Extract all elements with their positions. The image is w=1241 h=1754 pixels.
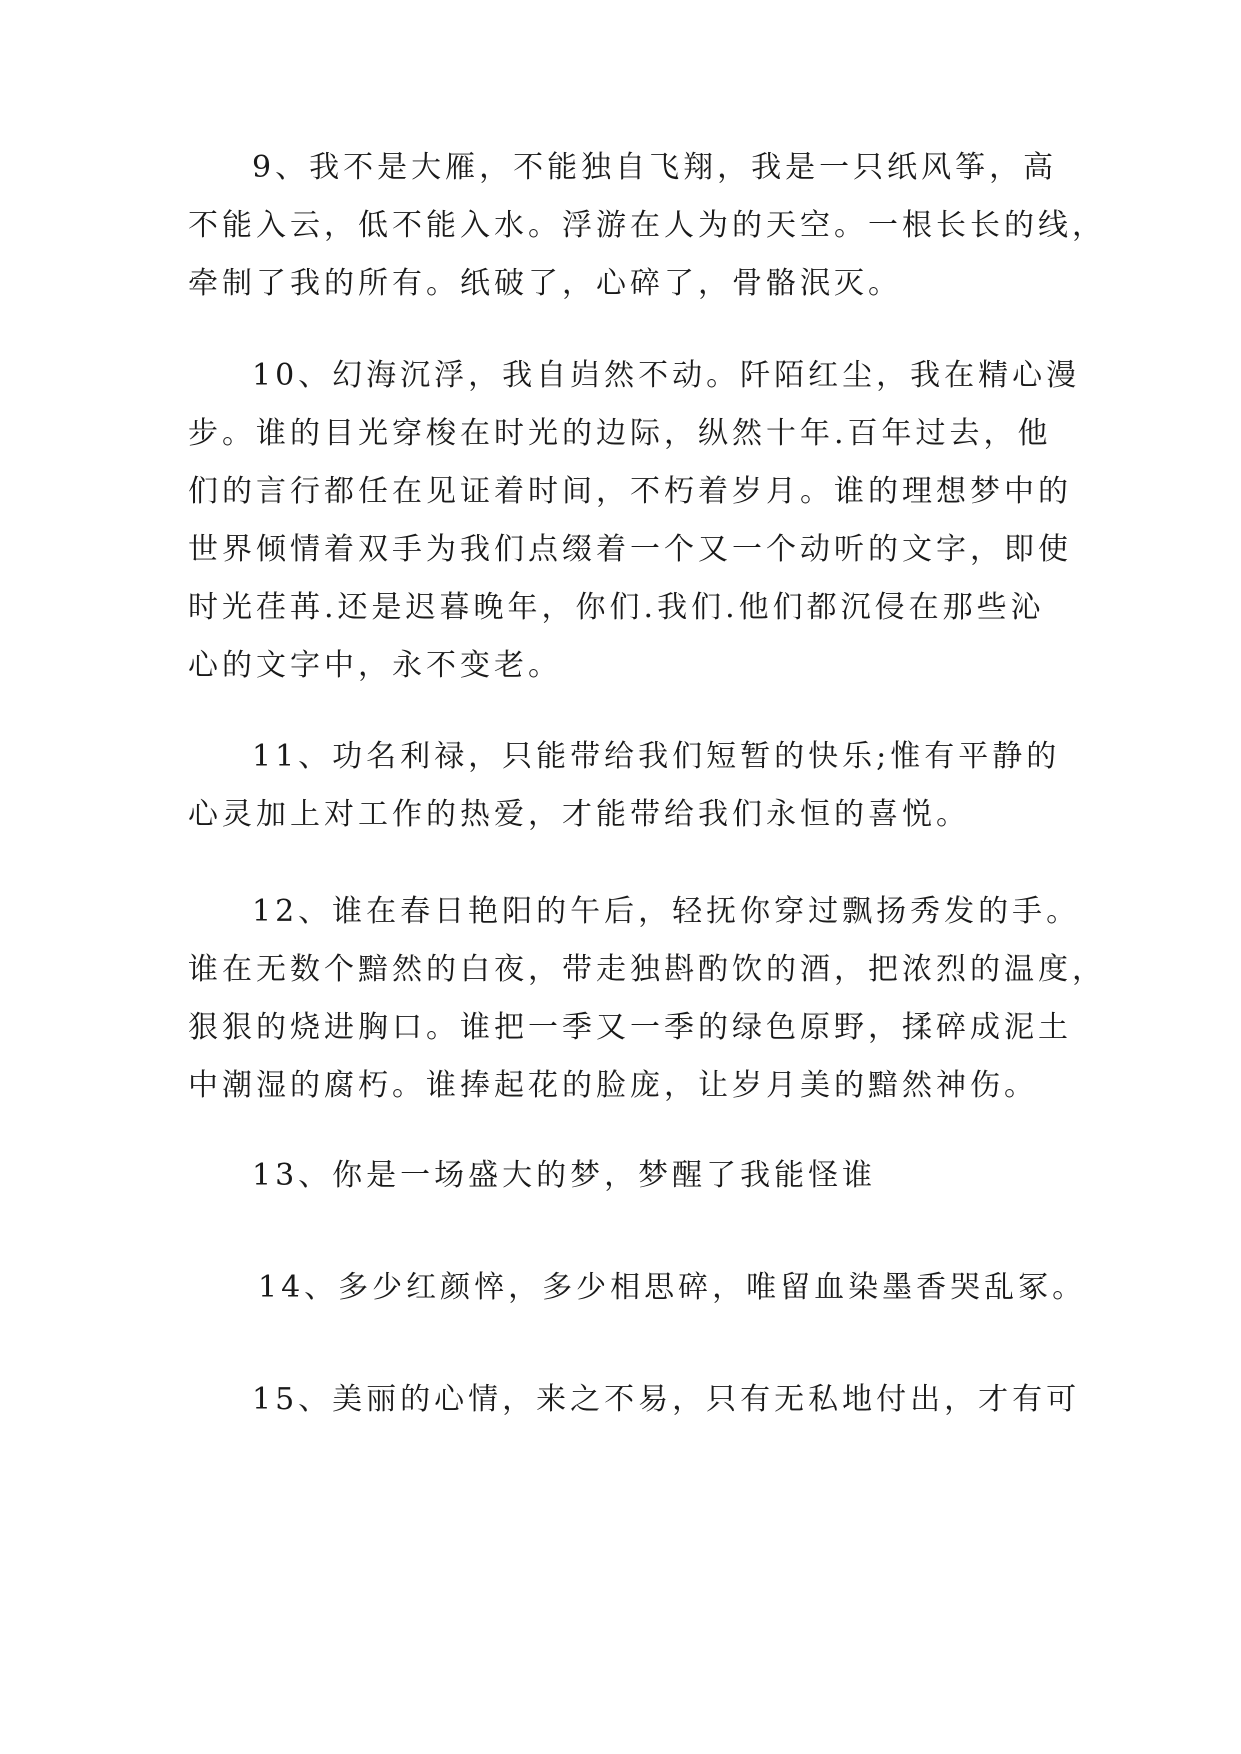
paragraph-line: 牵制了我的所有。纸破了，心碎了，骨骼泯灭。 xyxy=(188,266,902,301)
paragraph-line: 12、谁在春日艳阳的午后，轻抚你穿过飘扬秀发的手。 xyxy=(252,894,1081,929)
paragraph-10 xyxy=(188,347,1081,695)
paragraph-11 xyxy=(188,728,1068,844)
paragraph-line: 15、美丽的心情，来之不易，只有无私地付出，才有可 xyxy=(252,1382,1081,1417)
paragraph-13 xyxy=(188,1147,1068,1205)
paragraph-14 xyxy=(188,1259,1087,1317)
paragraph-line: 不能入云，低不能入水。浮游在人为的天空。一根长长的线， xyxy=(188,208,1106,243)
paragraph-line: 13、你是一场盛大的梦，梦醒了我能怪谁 xyxy=(252,1158,877,1193)
paragraph-15 xyxy=(188,1371,1081,1429)
paragraph-line: 狠狠的烧进胸口。谁把一季又一季的绿色原野，揉碎成泥土 xyxy=(188,1010,1072,1045)
paragraph-line: 谁在无数个黯然的白夜，带走独斟酌饮的酒，把浓烈的温度， xyxy=(188,952,1106,987)
paragraph-line: 中潮湿的腐朽。谁捧起花的脸庞，让岁月美的黯然神伤。 xyxy=(188,1068,1038,1103)
paragraph-line: 10、幻海沉浮，我自岿然不动。阡陌红尘，我在精心漫 xyxy=(252,358,1081,393)
paragraph-line: 们的言行都任在见证着时间，不朽着岁月。谁的理想梦中的 xyxy=(188,474,1072,509)
paragraph-line: 11、功名利禄，只能带给我们短暂的快乐;惟有平静的 xyxy=(252,739,1061,774)
paragraph-line: 14、多少红颜悴，多少相思碎，唯留血染墨香哭乱冢。 xyxy=(258,1270,1087,1305)
paragraph-line: 步。谁的目光穿梭在时光的边际，纵然十年.百年过去，他 xyxy=(188,416,1052,451)
paragraph-12 xyxy=(188,883,1106,1115)
paragraph-line: 9、我不是大雁，不能独自飞翔，我是一只纸风筝，高 xyxy=(252,150,1058,185)
paragraph-line: 心的文字中，永不变老。 xyxy=(188,648,562,683)
paragraph-line: 世界倾情着双手为我们点缀着一个又一个动听的文字，即使 xyxy=(188,532,1072,567)
paragraph-line: 心灵加上对工作的热爱，才能带给我们永恒的喜悦。 xyxy=(188,797,970,832)
paragraph-9 xyxy=(188,139,1106,313)
paragraph-line: 时光荏苒.还是迟暮晚年，你们.我们.他们都沉侵在那些沁 xyxy=(188,590,1045,625)
